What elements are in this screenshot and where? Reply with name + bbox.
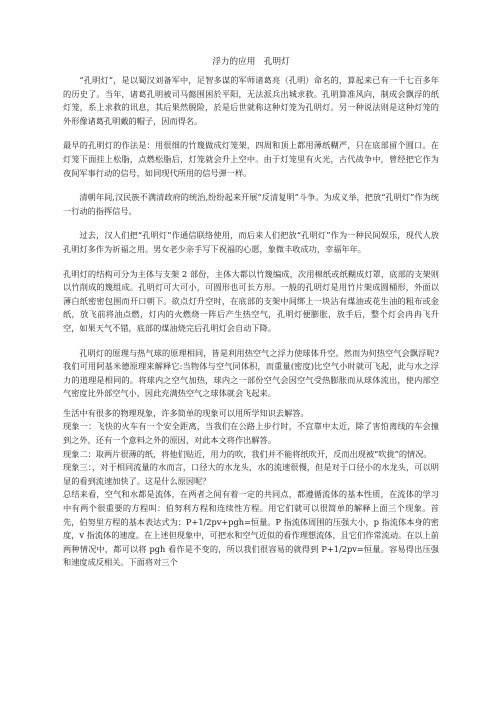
paragraph-structure: 孔明灯的结构可分为主体与支架 2 部份，主体大都以竹篾编成，次用棉纸或纸糊成灯罩，底部的支架则以竹削成的篾组成。孔明灯可大可小，可圆形也可长方形。一般的孔明灯是用竹片架成圆桶形，外面以薄白纸密密包围而开口朝下。欲点灯升空时，在底部的支架中间绑上一块沾有煤油或花生油的粗布或金纸，放飞前将油点燃，灯内的火燃烧一阵后产生热空气，孔明灯便膨胀，放手后，整个灯会冉冉飞升空，如果天气不错，底部的煤油烧完后孔明灯会自动下降。 [63,268,439,333]
paragraph-modern-use: 过去，汉人们把“孔明灯”作通信联络使用，而后来人们把放“孔明灯”作为一种民间娱乐，现代人放孔明灯多作为祈福之用。男女老少亲手写下祝福的心愿，象微丰收成功，幸福年年。 [63,230,439,254]
paragraph-gap [63,128,439,139]
paragraph-physics-intro: 生活中有很多的物理现象，许多简单的现象可以用所学知识去解答。 [63,407,309,418]
paragraph-principle: 孔明灯的原理与热气球的原理相同，皆是利用热空气之浮力使球体升空。然而为何热空气会飘浮呢?我们可用阿基米德原理来解释它:当物体与空气同体积，而重量(密度)比空气小时就可飞起，此与水之浮力的道理是相同的。将球内之空气加热，球内之一部份空气会因空气受热膨胀而从球体流出，使内部空气密度比外部空气小，因此充满热空气之球体就会飞起来。 [63,347,439,399]
paragraph-gap [63,218,439,229]
paragraph-earliest-method: 最早的孔明灯的作法是：用很细的竹篾做成灯笼架，四周和顶上都用薄纸糊严，只在底部留个圆口。在灯笼下面挂上松脂，点燃松脂后，灯笼就会升上空中。由于灯笼里有火光，古代战争中，曾经把它作为夜间军事行动的信号，如同现代所用的信号弹一样。 [63,140,439,178]
paragraph-origin: “孔明灯”，是以蜀汉刘备军中，足智多谋的军师诸葛亮（孔明）命名的，算起来已有一千七百多年的历史了。当年，诸葛孔明被司马懿围困於平阳，无法派兵出城求救。孔明算准风向，制成会飘浮的纸灯笼，系上求救的讯息，其后果然脱险，於是后世就称这种灯笼为孔明灯。另一种说法则是这种灯笼的外形像诸葛孔明戴的帽子，因而得名。 [63,75,439,126]
paragraph-phenomenon-3: 现象三：，对于相同流量的水而言，口径大的水龙头，水的流速很慢，但是对于口径小的水龙头，可以明显的看到流速加快了。这是什么原因呢？ [63,462,439,486]
paragraph-phenomenon-2: 现象二：取两片很薄的纸，将他们贴近，用力的吹，我们并不能将纸吹开，反而出现被“吹拢”的情况。 [63,448,432,459]
paragraph-qing-dynasty: 清朝年间,汉民族不满清政府的统治,纷纷起来开展“反清复明”斗争。为成义举，把放“孔明灯”作为统一行动的指挥信号。 [63,192,439,216]
paragraph-gap [63,257,439,268]
document-title: 浮力的应用 孔明灯 [212,57,290,67]
paragraph-gap [63,336,439,347]
paragraph-gap [63,180,439,191]
paragraph-phenomenon-1: 现象一：飞快的火车有一个安全距离，当我们在公路上步行时，不宜靠中太近，除了害怕离线的车会撞到之外，还有一个意料之外的原因，对此本文将作出解答。 [63,421,439,446]
document-page [63,56,439,570]
paragraph-summary: 总结来看，空气和水都是流体，在两者之间有着一定的共同点，都遵循流体的基本性质，在流体的学习中有两个很重要的方程叫：伯努利方程和连续性方程。用它们就可以很简单的解释上面三个现象。首先，伯努里方程的基本表达式为：P+1/2pv+pgh=恒量。P 指流体周围的压强大小，p 指流体本身的密度，v 指流体的速度。在上述但现象中，可把水和空气近似的看作理想流体，且它们作常流动。在以上前两种情况中，都可以将 pgh 看作是不变的，所以我们很容易的就得到 P+1/2pv=恒量。容易得出压强和速度成反相关。下面将对三个 [63,489,439,568]
